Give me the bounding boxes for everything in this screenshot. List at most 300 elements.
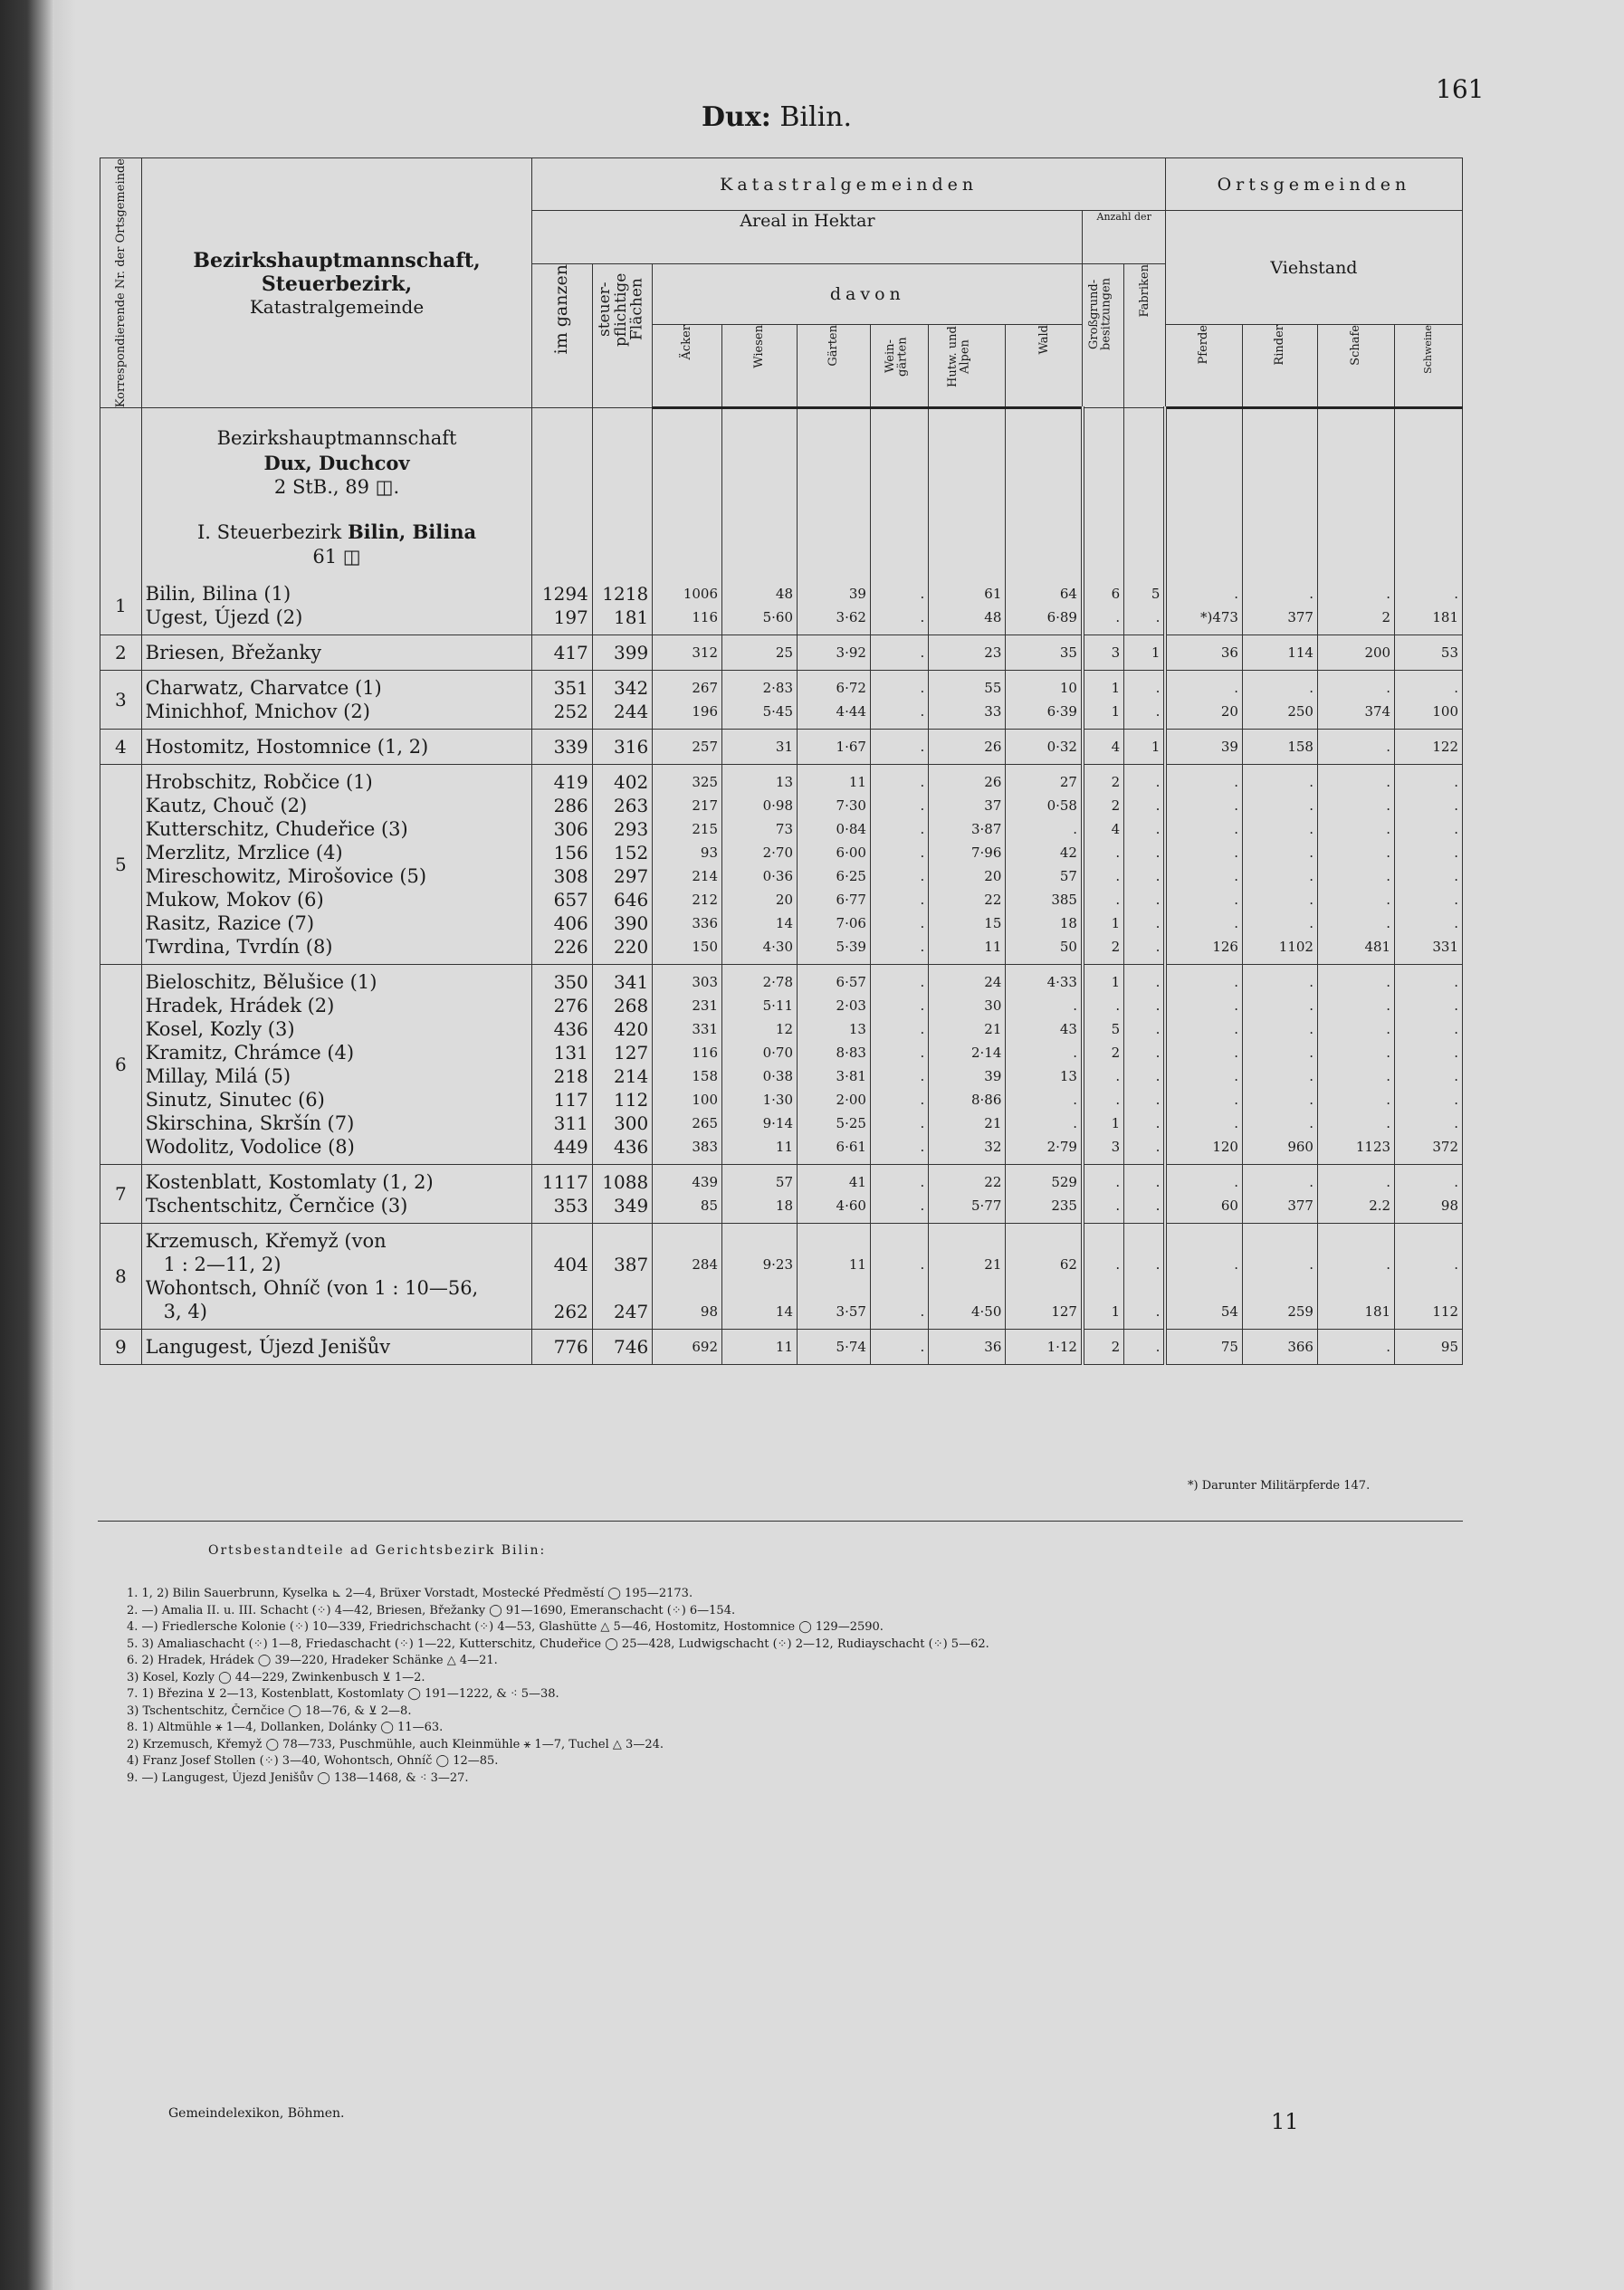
value-ganz: 286: [553, 795, 588, 817]
value-wie: 9·14: [762, 1115, 794, 1132]
cell-ganz: [532, 1165, 592, 1224]
cell-gro: [1083, 965, 1124, 1165]
table-bottom-rule: [98, 1521, 1463, 1522]
municipality-name: Bieloschitz, Bělušice (1): [145, 971, 377, 994]
value-pf: .: [1234, 821, 1238, 838]
municipality-name: Millay, Milá (5): [145, 1065, 291, 1088]
value-ri: 250: [1287, 703, 1314, 720]
row-number: 7: [100, 1165, 142, 1224]
value-ack: 196: [692, 703, 718, 720]
value-sc: .: [1386, 586, 1391, 603]
value-pf: .: [1234, 1092, 1238, 1109]
value-wei: .: [920, 1068, 925, 1085]
value-st: 181: [614, 606, 649, 629]
value-wal: 43: [1059, 1021, 1077, 1038]
value-sc: .: [1386, 997, 1391, 1015]
value-hut: 39: [984, 1068, 1002, 1085]
value-wie: 25: [775, 644, 794, 662]
cell-ri: [1242, 577, 1317, 635]
value-ack: 212: [692, 892, 718, 909]
cell-wal: [1006, 577, 1083, 635]
value-wie: 0·36: [762, 868, 794, 885]
municipality-name: Langugest, Újezd Jenišův: [145, 1336, 391, 1359]
value-st: 342: [614, 677, 649, 700]
cell-gar: [798, 1165, 871, 1224]
cell-wal: [1006, 1330, 1083, 1365]
cell-wie: [722, 635, 798, 671]
value-sw: .: [1454, 844, 1458, 862]
value-sc: 2: [1381, 609, 1391, 626]
cell-wie: [722, 577, 798, 635]
cell-hut: [929, 730, 1006, 765]
cell-wie: [722, 730, 798, 765]
municipality-names: [141, 730, 532, 765]
value-pf: [1170, 1276, 1238, 1300]
value-ack: 265: [692, 1115, 718, 1132]
cell-fab: [1124, 671, 1166, 730]
cell-hut: [929, 1165, 1006, 1224]
table-row: [100, 577, 1463, 635]
value-fab: .: [1155, 1045, 1161, 1062]
value-st: 399: [614, 642, 649, 664]
cell-pf: [1165, 635, 1242, 671]
value-sc: .: [1386, 774, 1391, 791]
municipality-name: Tschentschitz, Černčice (3): [145, 1195, 408, 1217]
cell-ack: [653, 577, 722, 635]
value-gro: 6: [1111, 586, 1121, 603]
row-number: 4: [100, 730, 142, 765]
cell-ri: [1242, 1165, 1317, 1224]
value-pf: .: [1234, 868, 1238, 885]
value-wei: .: [920, 1256, 925, 1274]
value-sw: [1399, 1229, 1458, 1253]
value-ack: 116: [692, 609, 718, 626]
value-sw: 372: [1432, 1139, 1458, 1156]
col-fabriken: Fabriken: [1124, 264, 1166, 408]
value-ganz: [536, 1276, 588, 1300]
row-number: 3: [100, 671, 142, 730]
header-district: Dux:: [702, 101, 771, 133]
municipality-name: Rasitz, Razice (7): [145, 912, 315, 935]
footer-line: 4) Franz Josef Stollen (⁘) 3—40, Wohontsch, Ohníč ◯ 12—85.: [127, 1754, 499, 1768]
value-hut: 11: [984, 939, 1002, 956]
cell-gar: [798, 730, 871, 765]
intro-line-3: 2 StB., 89 ◫.: [273, 476, 400, 499]
cell-gro: [1083, 671, 1124, 730]
value-sc: .: [1386, 1174, 1391, 1191]
value-fab: .: [1155, 844, 1161, 862]
footer-line: 3) Tschentschitz, Černčice ◯ 18—76, & ⊻ 2—8.: [127, 1703, 412, 1718]
footer-line: 5. 3) Amaliaschacht (⁘) 1—8, Friedaschacht (⁘) 1—22, Kutterschitz, Chudeřice ◯ 25—428, Ludwigschacht (⁘) 2—12, Rudiayschacht (⁘) 5—62.: [127, 1636, 989, 1651]
value-pf: 54: [1220, 1303, 1238, 1321]
value-wie: 1·30: [762, 1092, 794, 1109]
value-fab: 5: [1151, 586, 1161, 603]
value-sw: .: [1454, 915, 1458, 932]
value-wie: [726, 1229, 793, 1253]
value-sc: .: [1386, 868, 1391, 885]
cell-gro: [1083, 1330, 1124, 1365]
value-wal: 42: [1059, 844, 1077, 862]
value-fab: .: [1155, 915, 1161, 932]
value-hut: 7·96: [970, 844, 1002, 862]
value-ack: 257: [692, 739, 718, 756]
cell-sw: [1395, 577, 1463, 635]
municipality-name: Mireschowitz, Mirošovice (5): [145, 865, 427, 888]
value-hut: 15: [984, 915, 1002, 932]
municipality-name: Skirschina, Skršín (7): [145, 1112, 355, 1135]
value-ganz: 776: [553, 1336, 588, 1359]
value-ack: 312: [692, 644, 718, 662]
cell-fab: [1124, 635, 1166, 671]
value-wie: 5·11: [762, 997, 794, 1015]
value-ack: [656, 1229, 718, 1253]
cell-st: [592, 1224, 652, 1330]
cell-pf: [1165, 965, 1242, 1165]
value-wei: .: [920, 1045, 925, 1062]
municipality-name: 1 : 2—11, 2): [145, 1254, 282, 1276]
value-fab: [1128, 1229, 1160, 1253]
col-davon: davon: [653, 264, 1083, 325]
table-row: [100, 1224, 1463, 1330]
value-wal: 57: [1059, 868, 1077, 885]
value-wie: 0·70: [762, 1045, 794, 1062]
value-gro: [1088, 1276, 1120, 1300]
cell-ri: [1242, 1224, 1317, 1330]
cell-gro: [1083, 1224, 1124, 1330]
value-ganz: 262: [553, 1301, 588, 1323]
value-pf: 75: [1220, 1339, 1238, 1356]
value-ri: .: [1309, 892, 1314, 909]
cell-wal: [1006, 1224, 1083, 1330]
value-wal: 127: [1051, 1303, 1077, 1321]
value-pf: .: [1234, 1256, 1238, 1274]
table-row: [100, 965, 1463, 1165]
value-wal: 13: [1059, 1068, 1077, 1085]
value-pf: 20: [1220, 703, 1238, 720]
value-ack: 215: [692, 821, 718, 838]
cell-hut: [929, 577, 1006, 635]
cell-sw: [1395, 1330, 1463, 1365]
value-sc: .: [1386, 1092, 1391, 1109]
value-ganz: 218: [553, 1065, 588, 1088]
col-viehstand: Viehstand: [1165, 211, 1462, 325]
municipality-name: Krzemusch, Křemyž (von: [145, 1230, 387, 1253]
value-wie: 11: [775, 1139, 794, 1156]
intro-line-4: I. Steuerbezirk Bilin, Bilina: [196, 520, 477, 544]
col-grossgrund: Großgrund-besitzungen: [1083, 264, 1124, 408]
municipality-name: Hrobschitz, Robčice (1): [145, 771, 373, 794]
cell-gar: [798, 1330, 871, 1365]
value-gar: 5·25: [836, 1115, 866, 1132]
cell-sw: [1395, 671, 1463, 730]
value-ri: .: [1309, 868, 1314, 885]
value-wei: .: [920, 1115, 925, 1132]
value-ganz: 406: [553, 912, 588, 935]
value-fab: .: [1155, 1197, 1161, 1215]
value-fab: [1128, 1276, 1160, 1300]
cell-gar: [798, 965, 871, 1165]
value-ri: 158: [1287, 739, 1314, 756]
value-wei: .: [920, 739, 925, 756]
value-wei: .: [920, 1092, 925, 1109]
cell-wei: [870, 765, 928, 965]
value-st: [597, 1276, 648, 1300]
cell-ack: [653, 1330, 722, 1365]
value-fab: .: [1155, 997, 1161, 1015]
value-gar: 8·83: [836, 1045, 866, 1062]
value-wei: .: [920, 609, 925, 626]
value-ganz: 417: [553, 642, 588, 664]
value-hut: [932, 1276, 1001, 1300]
value-pf: .: [1234, 915, 1238, 932]
value-wie: 18: [775, 1197, 794, 1215]
value-gro: [1088, 1229, 1120, 1253]
cell-wei: [870, 1165, 928, 1224]
value-wei: .: [920, 1303, 925, 1321]
cell-pf: [1165, 1165, 1242, 1224]
cell-gro: [1083, 577, 1124, 635]
municipality-name: Bilin, Bilina (1): [145, 583, 291, 606]
cell-pf: [1165, 671, 1242, 730]
municipality-name: Ugest, Újezd (2): [145, 606, 303, 629]
value-fab: .: [1155, 939, 1161, 956]
municipality-names: [141, 635, 532, 671]
cell-sc: [1317, 730, 1394, 765]
value-ri: .: [1309, 774, 1314, 791]
value-ack: 93: [700, 844, 718, 862]
value-sw: .: [1454, 1021, 1458, 1038]
value-fab: .: [1155, 1174, 1161, 1191]
value-wie: 57: [775, 1174, 794, 1191]
value-wei: .: [920, 680, 925, 697]
value-gar: [801, 1229, 866, 1253]
value-wei: .: [920, 915, 925, 932]
value-hut: 26: [984, 739, 1002, 756]
value-fab: .: [1155, 1256, 1161, 1274]
value-ganz: 131: [553, 1042, 588, 1064]
value-ganz: 311: [553, 1112, 588, 1135]
value-sc: .: [1386, 1045, 1391, 1062]
cell-pf: [1165, 730, 1242, 765]
value-fab: .: [1155, 774, 1161, 791]
value-hut: 20: [984, 868, 1002, 885]
cell-ri: [1242, 730, 1317, 765]
municipality-name: Kosel, Kozly (3): [145, 1018, 295, 1041]
value-fab: .: [1155, 1139, 1161, 1156]
value-ganz: 117: [553, 1089, 588, 1112]
municipality-name: Merzlitz, Mrzlice (4): [145, 842, 343, 864]
cell-wal: [1006, 635, 1083, 671]
value-pf: .: [1234, 797, 1238, 815]
cell-fab: [1124, 765, 1166, 965]
value-fab: .: [1155, 1303, 1161, 1321]
row-number: 2: [100, 635, 142, 671]
cell-hut: [929, 965, 1006, 1165]
value-sw: .: [1454, 774, 1458, 791]
value-wal: 18: [1059, 915, 1077, 932]
value-ri: 377: [1287, 609, 1314, 626]
value-ack: 267: [692, 680, 718, 697]
value-wei: .: [920, 1174, 925, 1191]
value-gro: .: [1115, 1174, 1121, 1191]
value-gar: 11: [848, 1256, 866, 1274]
value-gar: 7·30: [836, 797, 866, 815]
value-ganz: 339: [553, 736, 588, 759]
value-gro: 2: [1111, 797, 1121, 815]
value-sw: [1399, 1276, 1458, 1300]
value-wie: 0·98: [762, 797, 794, 815]
value-hut: 4·50: [970, 1303, 1002, 1321]
cell-gar: [798, 577, 871, 635]
value-hut: 21: [984, 1115, 1002, 1132]
value-ack: 98: [700, 1303, 718, 1321]
cell-hut: [929, 1224, 1006, 1330]
value-sc: .: [1386, 1256, 1391, 1274]
value-ri: 1102: [1278, 939, 1314, 956]
value-st: 247: [614, 1301, 649, 1323]
value-wie: 4·30: [762, 939, 794, 956]
row-number: 9: [100, 1330, 142, 1365]
value-gar: 11: [848, 774, 866, 791]
col-schweine: Schweine: [1395, 325, 1463, 408]
value-wie: 2·83: [762, 680, 794, 697]
value-ack: 331: [692, 1021, 718, 1038]
value-ganz: [536, 1229, 588, 1253]
col-pferde: Pferde: [1165, 325, 1242, 408]
value-st: [597, 1229, 648, 1253]
statistics-table: [100, 157, 1463, 1365]
value-wal: 6·39: [1046, 703, 1077, 720]
col-hutweiden: Hutw. und Alpen: [929, 325, 1006, 408]
cell-wie: [722, 1330, 798, 1365]
value-sw: 181: [1432, 609, 1458, 626]
value-ganz: 436: [553, 1018, 588, 1041]
value-hut: 21: [984, 1256, 1002, 1274]
value-pf: .: [1234, 1115, 1238, 1132]
col-wald: Wald: [1006, 325, 1083, 408]
value-wei: .: [920, 974, 925, 991]
cell-gro: [1083, 765, 1124, 965]
value-wal: 64: [1059, 586, 1077, 603]
municipality-name: Mukow, Mokov (6): [145, 889, 324, 911]
cell-wal: [1006, 765, 1083, 965]
row-number: 5: [100, 765, 142, 965]
value-wie: 73: [775, 821, 794, 838]
value-gro: 3: [1111, 644, 1121, 662]
value-st: 214: [614, 1065, 649, 1088]
value-sw: 331: [1432, 939, 1458, 956]
row-number: 8: [100, 1224, 142, 1330]
value-hut: 8·86: [970, 1092, 1002, 1109]
value-ganz: 657: [553, 889, 588, 911]
value-ganz: 252: [553, 701, 588, 723]
value-hut: 24: [984, 974, 1002, 991]
value-st: 341: [614, 971, 649, 994]
value-ri: 377: [1287, 1197, 1314, 1215]
cell-pf: [1165, 1224, 1242, 1330]
value-sc: 2.2: [1369, 1197, 1391, 1215]
value-ack: 116: [692, 1045, 718, 1062]
value-gro: .: [1115, 1197, 1121, 1215]
value-sc: .: [1386, 1068, 1391, 1085]
col-district: Bezirkshauptmannschaft, Steuerbezirk, Katastralgemeinde: [141, 158, 532, 408]
value-gar: 5·39: [836, 939, 866, 956]
value-wie: 5·45: [762, 703, 794, 720]
value-ri: .: [1309, 797, 1314, 815]
value-gro: .: [1115, 997, 1121, 1015]
table-row: [100, 635, 1463, 671]
value-hut: 32: [984, 1139, 1002, 1156]
value-wal: .: [1073, 1045, 1077, 1062]
value-sw: .: [1454, 1092, 1458, 1109]
municipality-names: [141, 1224, 532, 1330]
value-st: 1088: [602, 1171, 649, 1194]
value-gro: .: [1115, 844, 1121, 862]
value-fab: .: [1155, 680, 1161, 697]
value-ganz: 156: [553, 842, 588, 864]
value-ack: 325: [692, 774, 718, 791]
value-gro: 1: [1111, 915, 1121, 932]
value-sw: 53: [1440, 644, 1458, 662]
value-fab: .: [1155, 974, 1161, 991]
municipality-name: Minichhof, Mnichov (2): [145, 701, 370, 723]
value-gro: 2: [1111, 774, 1121, 791]
value-gar: 2·03: [836, 997, 866, 1015]
value-fab: .: [1155, 1068, 1161, 1085]
value-hut: 55: [984, 680, 1002, 697]
value-ack: 692: [692, 1339, 718, 1356]
value-hut: 21: [984, 1021, 1002, 1038]
value-ri: .: [1309, 821, 1314, 838]
value-hut: 37: [984, 797, 1002, 815]
cell-st: [592, 765, 652, 965]
value-wei: [874, 1229, 924, 1253]
value-pf: .: [1234, 1174, 1238, 1191]
cell-ganz: [532, 1224, 592, 1330]
cell-wal: [1006, 730, 1083, 765]
municipality-name: Wodolitz, Vodolice (8): [145, 1136, 355, 1159]
value-wei: .: [920, 774, 925, 791]
value-gro: 2: [1111, 1339, 1121, 1356]
value-sc: 374: [1364, 703, 1391, 720]
row-number: 6: [100, 965, 142, 1165]
municipality-name: Kautz, Chouč (2): [145, 795, 308, 817]
value-sw: 122: [1432, 739, 1458, 756]
value-wal: 10: [1059, 680, 1077, 697]
value-ack: 284: [692, 1256, 718, 1274]
value-ganz: 308: [553, 865, 588, 888]
row-number: 1: [100, 577, 142, 635]
cell-sw: [1395, 1224, 1463, 1330]
value-wie: 20: [775, 892, 794, 909]
value-sc: 1123: [1355, 1139, 1391, 1156]
value-hut: 5·77: [970, 1197, 1002, 1215]
page-gutter: [54, 0, 76, 2290]
value-sw: 95: [1440, 1339, 1458, 1356]
value-st: 244: [614, 701, 649, 723]
value-ri: 114: [1287, 644, 1314, 662]
value-wei: .: [920, 821, 925, 838]
value-gar: 3·57: [836, 1303, 866, 1321]
value-st: 436: [614, 1136, 649, 1159]
cell-wal: [1006, 965, 1083, 1165]
cell-gar: [798, 765, 871, 965]
cell-wie: [722, 1165, 798, 1224]
value-gro: 1: [1111, 703, 1121, 720]
value-ack: 150: [692, 939, 718, 956]
value-sc: .: [1386, 915, 1391, 932]
value-gro: 4: [1111, 821, 1121, 838]
